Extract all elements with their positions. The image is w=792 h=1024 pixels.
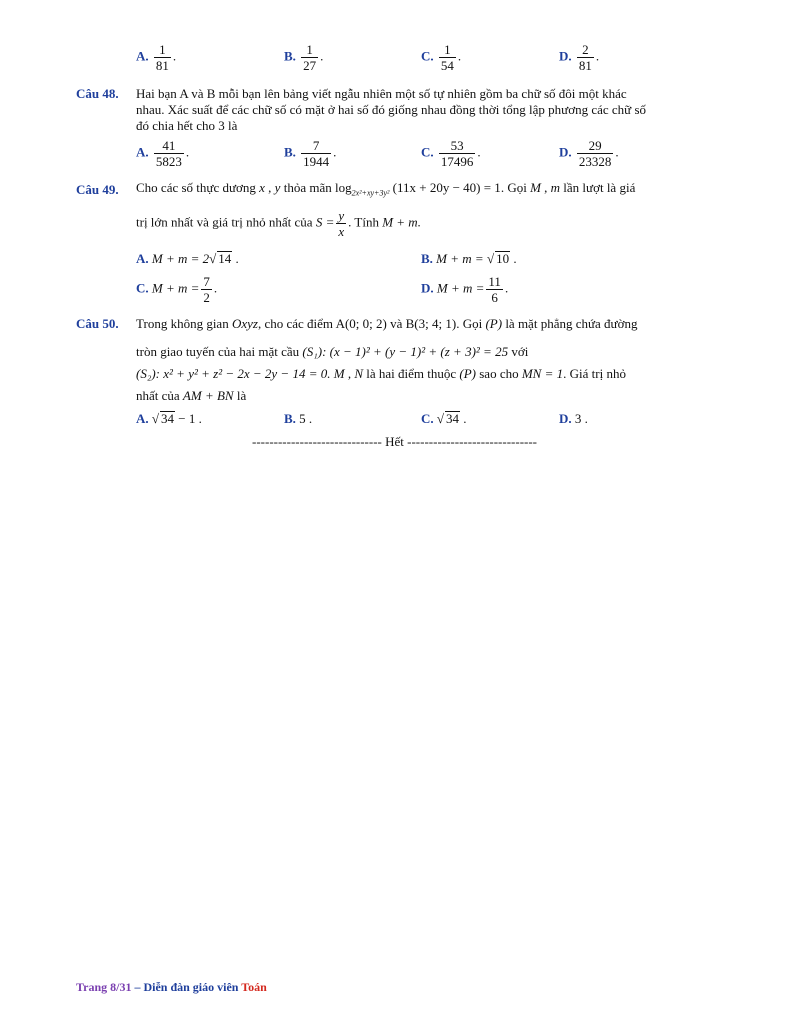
fraction: $\frac{2}{81}$ [578,42,592,73]
q48-text-line2: nhau. Xác suất để các chữ số có mặt ở hai số đó giống nhau đồng thời tổng lập phương các chữ số [136,102,647,117]
subject-name: Toán [241,980,267,994]
end-of-test-line: ------------------------------ Hết ------------------------------ [252,434,538,449]
q50-option-a: A. √ 34 − 1 . [136,411,202,426]
page-footer [76,980,267,995]
question-48-label: Câu 48. [76,86,119,101]
q47-option-b: B. $\frac{1}{27}$ . [284,42,324,73]
q48-text-line1: Hai bạn A và B mỗi bạn lên bảng viết ngẫu nhiên một số tự nhiên gồm ba chữ số đôi một khác [136,86,627,101]
q47-option-a: A. $\frac{1}{81}$ . [136,42,177,73]
q49-text-line1: Cho các số thực dương x , y thỏa mãn $\log_{2x^2+xy+3y^2} (11x + 20y - 40) = 1$. Gọi M , m lần lượt là giá [136,180,636,198]
option-label: D. [559,144,572,160]
q50-option-b: B. 5 . [284,411,313,426]
log-expression: $\log_{2x^2+xy+3y^2}$ [334,180,390,198]
q49-option-d: D. M + m = $\frac{11}{6}$ . [421,274,509,305]
q48-option-b: B. $\frac{7}{1944}$ . [284,138,337,169]
q48-text-line3: đó chia hết cho 3 là [136,118,238,133]
q49-option-c: C. M + m = $\frac{7}{2}$ . [136,274,218,305]
option-label: B. [421,251,433,266]
option-label: A. [136,251,149,266]
option-label: C. [421,411,434,426]
fraction: $\frac{29}{23328}$ [578,138,612,169]
option-label: C. [136,280,149,296]
q50-option-d: D. 3 . [559,411,588,426]
q48-option-d: D. $\frac{29}{23328}$ . [559,138,619,169]
q48-option-c: C. $\frac{53}{17496}$ . [421,138,481,169]
sqrt-symbol: √ [486,251,495,266]
fraction: $\frac{41}{5823}$ [155,138,182,169]
option-label: C. [421,48,434,64]
sqrt-symbol: √ [436,411,445,426]
option-label: D. [421,280,434,296]
q49-option-a: A. M + m = 2√ 14 . [136,251,239,266]
option-label: B. [284,144,296,160]
q50-text-line2: tròn giao tuyến của hai mặt cầu (S₁): (x − 1)² + (y − 1)² + (z + 3)² = 25 với [136,344,529,359]
option-label: A. [136,48,149,64]
q49-text-line2: trị lớn nhất và giá trị nhỏ nhất của S = $\frac{y}{x}$ . Tính M + m. [136,208,421,239]
page-number: Trang 8/31 [76,980,132,994]
option-label: D. [559,48,572,64]
fraction: $\frac{7}{1944}$ [303,138,330,169]
fraction: $\frac{1}{81}$ [155,42,169,73]
sqrt-symbol: √ [151,411,160,426]
forum-name: Diễn đàn giáo viên [143,980,242,994]
question-50-label: Câu 50. [76,316,119,331]
option-label: D. [559,411,572,426]
q48-option-a: A. $\frac{41}{5823}$ . [136,138,190,169]
fraction: $\frac{11}{6}$ [488,274,501,305]
footer-dash: – [131,980,144,994]
fraction: $\frac{1}{54}$ [440,42,454,73]
q47-option-c: C. $\frac{1}{54}$ . [421,42,462,73]
fraction: $\frac{y}{x}$ [338,208,345,239]
q50-text-line3: (S₂): x² + y² + z² − 2x − 2y − 14 = 0. M , N là hai điểm thuộc (P) sao cho MN = 1. Giá trị nhỏ [136,366,626,381]
fraction: $\frac{7}{2}$ [203,274,210,305]
log-argument: (11x + 20y − 40) = 1 [392,180,501,195]
fraction: $\frac{53}{17496}$ [440,138,474,169]
sqrt-symbol: √ [209,251,217,266]
question-49-label: Câu 49. [76,182,119,197]
option-label: A. [136,411,149,426]
q50-text-line1: Trong không gian Oxyz, cho các điểm A(0; 0; 2) và B(3; 4; 1). Gọi (P) là mặt phẳng chứa đường [136,316,638,331]
fraction: $\frac{1}{27}$ [303,42,317,73]
q49-option-b: B. M + m = √ 10 . [421,251,517,266]
q50-option-c: C. √ 34 . [421,411,467,426]
option-label: B. [284,411,296,426]
option-label: A. [136,144,149,160]
option-label: C. [421,144,434,160]
q50-text-line4: nhất của AM + BN là [136,388,247,403]
q47-option-d: D. $\frac{2}{81}$ . [559,42,600,73]
option-label: B. [284,48,296,64]
